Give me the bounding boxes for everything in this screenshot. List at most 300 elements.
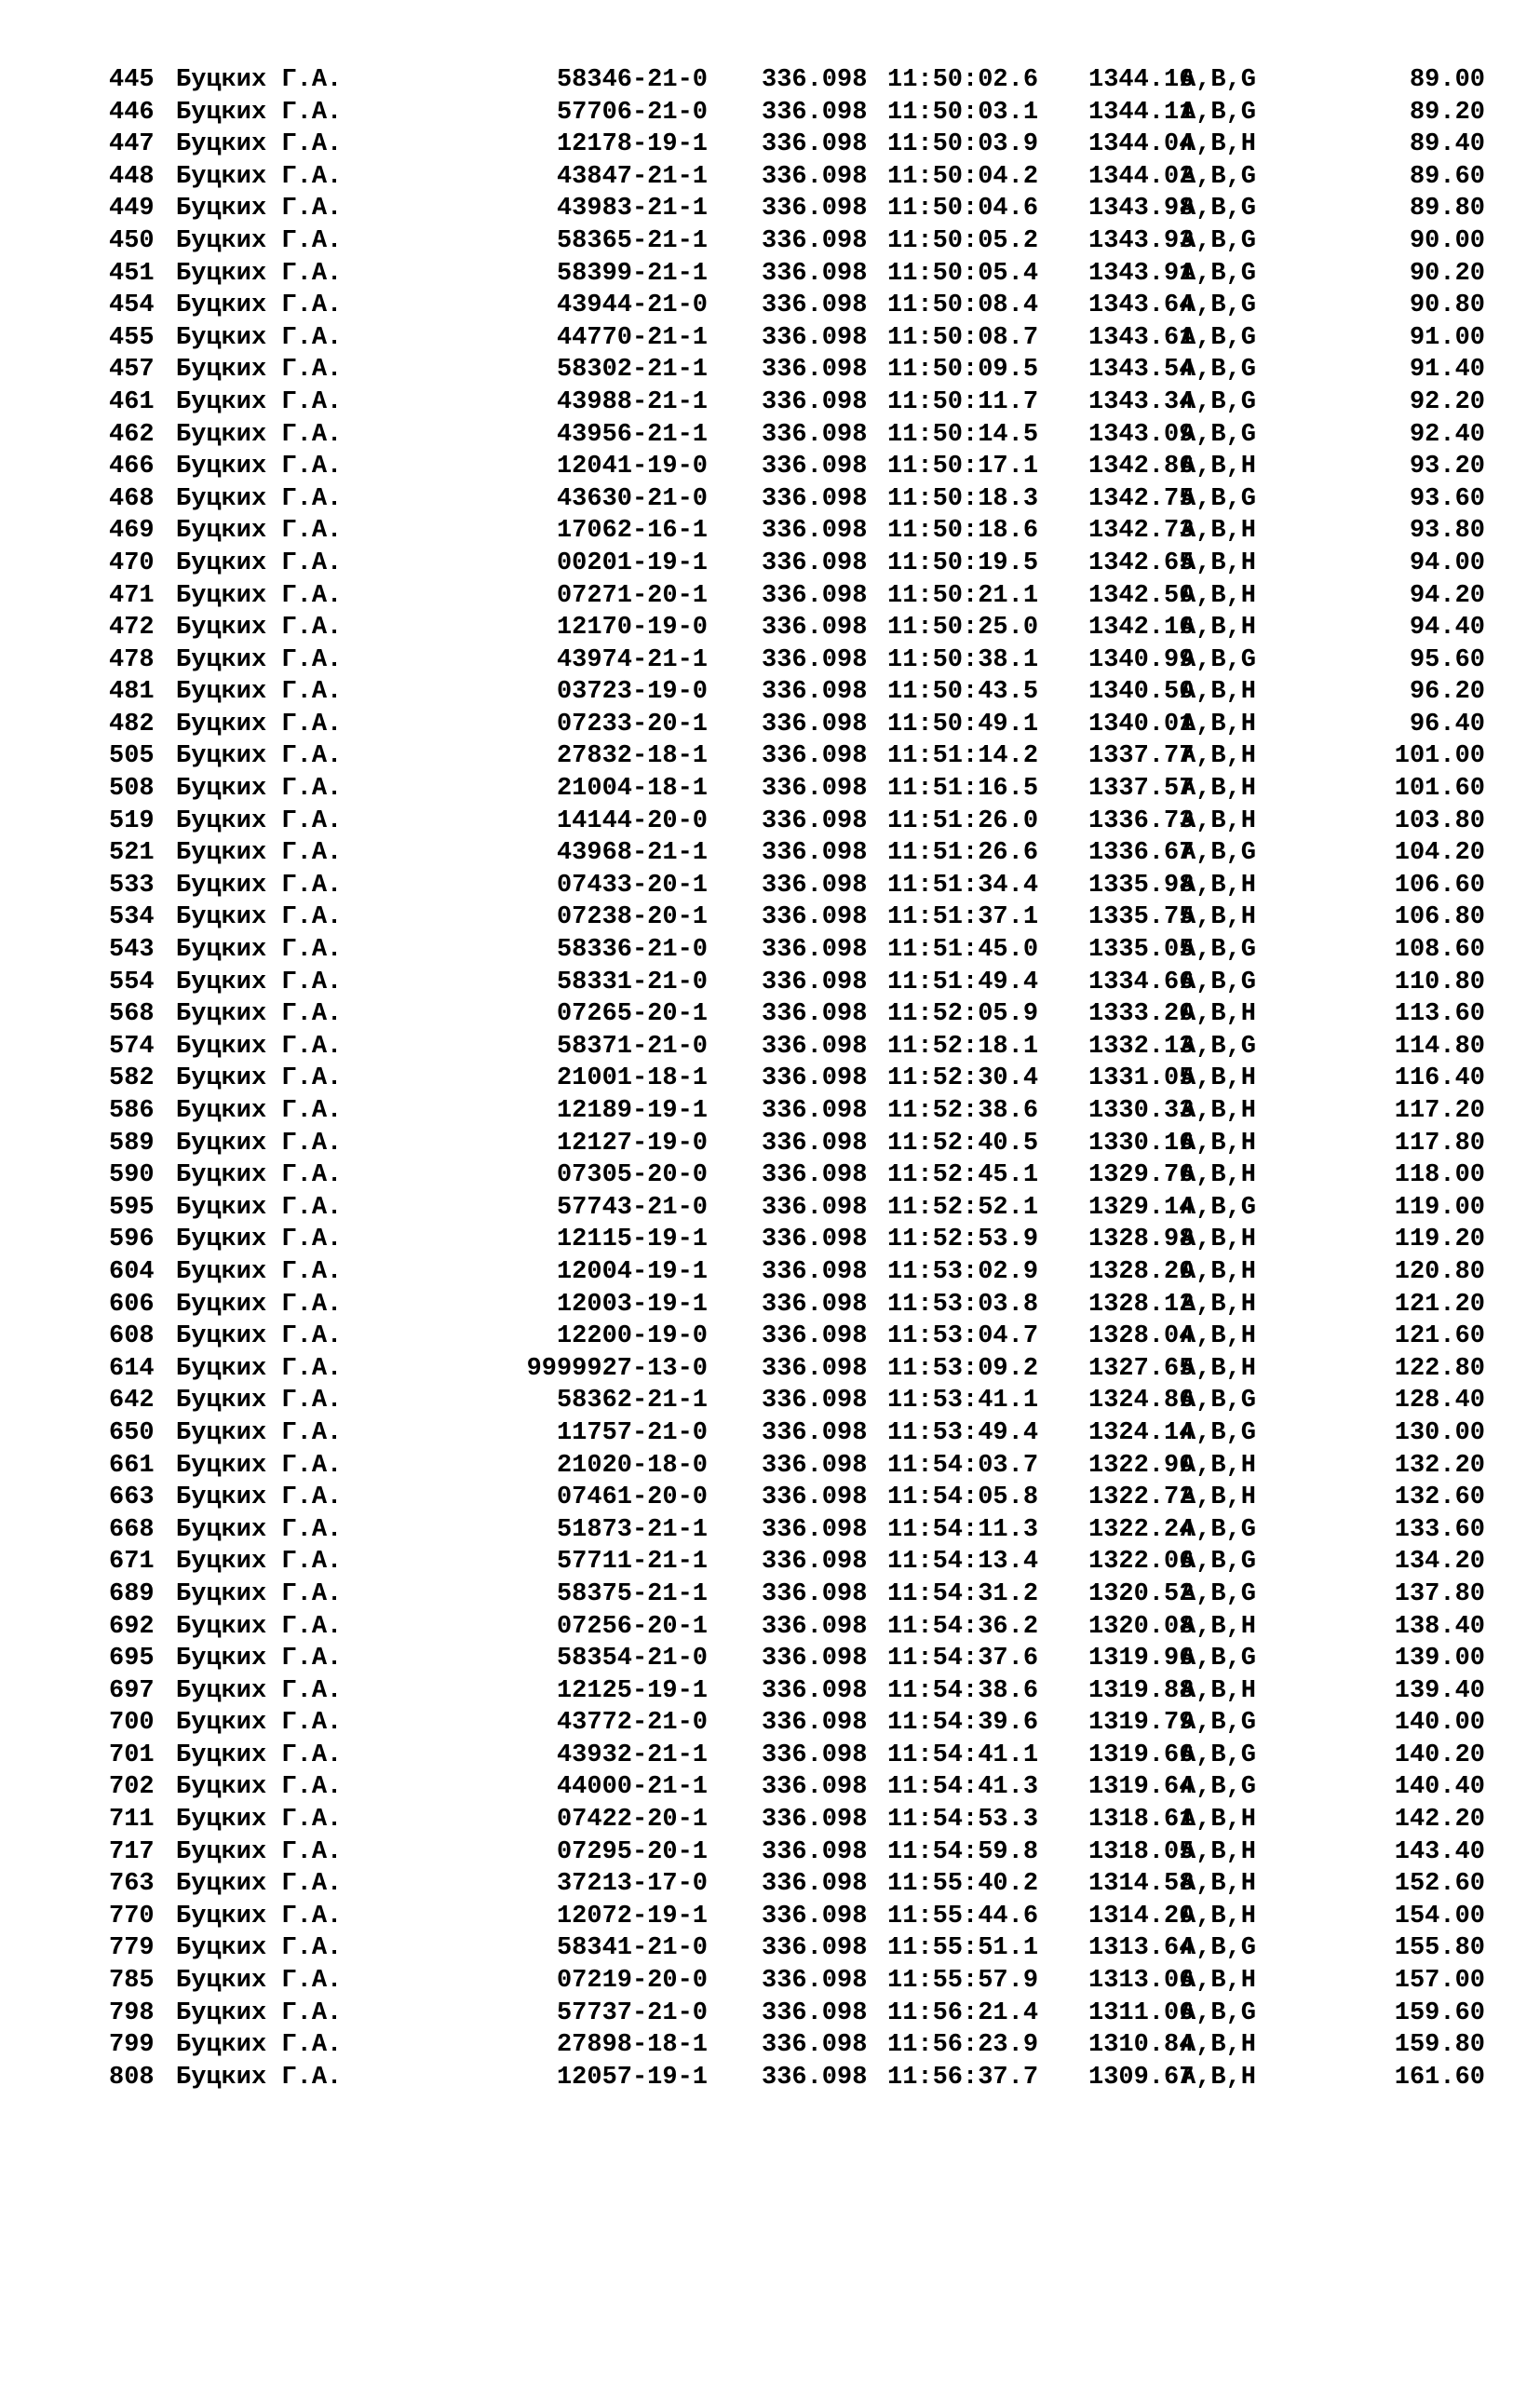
speed: 1343.93	[1088, 226, 1195, 255]
distance: 336.098	[762, 1226, 868, 1254]
class-codes: A,B,G	[1181, 291, 1257, 320]
result-row	[0, 1514, 1540, 1547]
arrival-time: 11:51:37.1	[887, 903, 1039, 932]
ring-number: 27832-18-1	[556, 742, 708, 771]
distance: 336.098	[762, 1806, 868, 1835]
speed: 1327.65	[1088, 1354, 1195, 1383]
ring-number: 44770-21-1	[556, 323, 708, 352]
points: 140.40	[1394, 1773, 1485, 1802]
result-row	[0, 1450, 1540, 1483]
distance: 336.098	[762, 645, 868, 674]
place-number: 586	[109, 1097, 155, 1125]
fancier-name: Буцких Г.А.	[176, 1934, 343, 1963]
ring-number: 58346-21-0	[556, 66, 708, 94]
speed: 1322.06	[1088, 1548, 1195, 1577]
fancier-name: Буцких Г.А.	[176, 2031, 343, 2060]
arrival-time: 11:50:11.7	[887, 387, 1039, 416]
result-row	[0, 548, 1540, 580]
ring-number: 43968-21-1	[556, 839, 708, 868]
ring-number: 9999927-13-0	[526, 1354, 708, 1383]
distance: 336.098	[762, 323, 868, 352]
points: 118.00	[1394, 1161, 1485, 1190]
result-row	[0, 1128, 1540, 1160]
arrival-time: 11:53:49.4	[887, 1418, 1039, 1447]
points: 92.40	[1409, 420, 1485, 449]
points: 121.60	[1394, 1322, 1485, 1351]
place-number: 471	[109, 581, 155, 610]
fancier-name: Буцких Г.А.	[176, 710, 343, 738]
fancier-name: Буцких Г.А.	[176, 1741, 343, 1769]
result-row	[0, 806, 1540, 838]
distance: 336.098	[762, 195, 868, 224]
points: 120.80	[1394, 1257, 1485, 1286]
class-codes: A,B,G	[1181, 1418, 1257, 1447]
fancier-name: Буцких Г.А.	[176, 1226, 343, 1254]
class-codes: A,B,G	[1181, 162, 1257, 191]
class-codes: A,B,G	[1181, 259, 1257, 288]
speed: 1328.04	[1088, 1322, 1195, 1351]
distance: 336.098	[762, 1193, 868, 1222]
class-codes: A,B,H	[1181, 710, 1257, 738]
place-number: 582	[109, 1064, 155, 1093]
result-row	[0, 1321, 1540, 1353]
arrival-time: 11:50:18.6	[887, 517, 1039, 546]
ring-number: 21020-18-0	[556, 1451, 708, 1480]
class-codes: A,B,H	[1181, 1612, 1257, 1641]
speed: 1340.50	[1088, 678, 1195, 707]
ring-number: 43944-21-0	[556, 291, 708, 320]
result-row	[0, 419, 1540, 452]
result-row	[0, 1836, 1540, 1869]
fancier-name: Буцких Г.А.	[176, 968, 343, 996]
points: 130.00	[1394, 1418, 1485, 1447]
place-number: 554	[109, 968, 155, 996]
ring-number: 43630-21-0	[556, 484, 708, 513]
ring-number: 07271-20-1	[556, 581, 708, 610]
distance: 336.098	[762, 775, 868, 804]
arrival-time: 11:50:03.9	[887, 130, 1039, 159]
points: 159.80	[1394, 2031, 1485, 2060]
class-codes: A,B,G	[1181, 226, 1257, 255]
distance: 336.098	[762, 1998, 868, 2027]
fancier-name: Буцких Г.А.	[176, 162, 343, 191]
class-codes: A,B,H	[1181, 1257, 1257, 1286]
ring-number: 44000-21-1	[556, 1773, 708, 1802]
ring-number: 12057-19-1	[556, 2063, 708, 2092]
fancier-name: Буцких Г.А.	[176, 1257, 343, 1286]
distance: 336.098	[762, 98, 868, 127]
ring-number: 12170-19-0	[556, 614, 708, 643]
place-number: 472	[109, 614, 155, 643]
arrival-time: 11:50:04.6	[887, 195, 1039, 224]
points: 101.60	[1394, 775, 1485, 804]
ring-number: 12072-19-1	[556, 1902, 708, 1930]
points: 134.20	[1394, 1548, 1485, 1577]
distance: 336.098	[762, 1418, 868, 1447]
speed: 1322.24	[1088, 1515, 1195, 1544]
class-codes: A,B,H	[1181, 1806, 1257, 1835]
ring-number: 07295-20-1	[556, 1837, 708, 1866]
place-number: 482	[109, 710, 155, 738]
place-number: 798	[109, 1998, 155, 2027]
place-number: 568	[109, 1000, 155, 1029]
result-row	[0, 1965, 1540, 1998]
class-codes: A,B,G	[1181, 1709, 1257, 1738]
speed: 1336.73	[1088, 806, 1195, 835]
ring-number: 12041-19-0	[556, 453, 708, 481]
place-number: 701	[109, 1741, 155, 1769]
speed: 1329.14	[1088, 1193, 1195, 1222]
arrival-time: 11:50:14.5	[887, 420, 1039, 449]
speed: 1342.65	[1088, 549, 1195, 577]
points: 108.60	[1394, 936, 1485, 965]
result-row	[0, 1289, 1540, 1321]
points: 139.00	[1394, 1645, 1485, 1673]
place-number: 505	[109, 742, 155, 771]
points: 93.80	[1409, 517, 1485, 546]
ring-number: 12125-19-1	[556, 1676, 708, 1705]
result-row	[0, 193, 1540, 225]
fancier-name: Буцких Г.А.	[176, 1870, 343, 1899]
arrival-time: 11:50:18.3	[887, 484, 1039, 513]
points: 113.60	[1394, 1000, 1485, 1029]
arrival-time: 11:51:26.0	[887, 806, 1039, 835]
place-number: 785	[109, 1967, 155, 1996]
points: 94.40	[1409, 614, 1485, 643]
result-row	[0, 1417, 1540, 1450]
points: 94.00	[1409, 549, 1485, 577]
distance: 336.098	[762, 1934, 868, 1963]
fancier-name: Буцких Г.А.	[176, 775, 343, 804]
arrival-time: 11:56:23.9	[887, 2031, 1039, 2060]
arrival-time: 11:54:59.8	[887, 1837, 1039, 1866]
ring-number: 03723-19-0	[556, 678, 708, 707]
arrival-time: 11:53:02.9	[887, 1257, 1039, 1286]
ring-number: 57706-21-0	[556, 98, 708, 127]
speed: 1328.20	[1088, 1257, 1195, 1286]
arrival-time: 11:50:43.5	[887, 678, 1039, 707]
result-row	[0, 644, 1540, 677]
result-row	[0, 1482, 1540, 1514]
class-codes: A,B,H	[1181, 1129, 1257, 1158]
distance: 336.098	[762, 1902, 868, 1930]
distance: 336.098	[762, 1837, 868, 1866]
fancier-name: Буцких Г.А.	[176, 1097, 343, 1125]
ring-number: 21001-18-1	[556, 1064, 708, 1093]
class-codes: A,B,G	[1181, 66, 1257, 94]
ring-number: 58362-21-1	[556, 1387, 708, 1416]
distance: 336.098	[762, 806, 868, 835]
points: 89.20	[1409, 98, 1485, 127]
speed: 1342.50	[1088, 581, 1195, 610]
result-row	[0, 97, 1540, 129]
ring-number: 58399-21-1	[556, 259, 708, 288]
distance: 336.098	[762, 1515, 868, 1544]
speed: 1332.13	[1088, 1032, 1195, 1061]
fancier-name: Буцких Г.А.	[176, 259, 343, 288]
points: 92.20	[1409, 387, 1485, 416]
speed: 1330.16	[1088, 1129, 1195, 1158]
distance: 336.098	[762, 936, 868, 965]
speed: 1343.54	[1088, 356, 1195, 385]
fancier-name: Буцких Г.А.	[176, 323, 343, 352]
points: 89.80	[1409, 195, 1485, 224]
points: 143.40	[1394, 1837, 1485, 1866]
distance: 336.098	[762, 130, 868, 159]
points: 116.40	[1394, 1064, 1485, 1093]
place-number: 447	[109, 130, 155, 159]
class-codes: A,B,G	[1181, 387, 1257, 416]
place-number: 468	[109, 484, 155, 513]
place-number: 534	[109, 903, 155, 932]
points: 95.60	[1409, 645, 1485, 674]
distance: 336.098	[762, 1483, 868, 1512]
arrival-time: 11:54:38.6	[887, 1676, 1039, 1705]
result-row	[0, 1546, 1540, 1578]
fancier-name: Буцких Г.А.	[176, 1612, 343, 1641]
distance: 336.098	[762, 742, 868, 771]
place-number: 461	[109, 387, 155, 416]
speed: 1344.16	[1088, 66, 1195, 94]
distance: 336.098	[762, 1257, 868, 1286]
speed: 1344.04	[1088, 130, 1195, 159]
class-codes: A,B,G	[1181, 1579, 1257, 1608]
distance: 336.098	[762, 1548, 868, 1577]
class-codes: A,B,G	[1181, 1934, 1257, 1963]
class-codes: A,B,G	[1181, 195, 1257, 224]
place-number: 533	[109, 871, 155, 900]
speed: 1319.66	[1088, 1741, 1195, 1769]
points: 132.20	[1394, 1451, 1485, 1480]
class-codes: A,B,G	[1181, 1773, 1257, 1802]
arrival-time: 11:50:05.4	[887, 259, 1039, 288]
ring-number: 43956-21-1	[556, 420, 708, 449]
speed: 1343.61	[1088, 323, 1195, 352]
fancier-name: Буцких Г.А.	[176, 903, 343, 932]
place-number: 692	[109, 1612, 155, 1641]
points: 104.20	[1394, 839, 1485, 868]
distance: 336.098	[762, 259, 868, 288]
speed: 1340.99	[1088, 645, 1195, 674]
class-codes: A,B,G	[1181, 1193, 1257, 1222]
place-number: 469	[109, 517, 155, 546]
speed: 1328.12	[1088, 1290, 1195, 1319]
fancier-name: Буцких Г.А.	[176, 678, 343, 707]
points: 140.00	[1394, 1709, 1485, 1738]
distance: 336.098	[762, 66, 868, 94]
result-row	[0, 1675, 1540, 1708]
result-row	[0, 1901, 1540, 1933]
class-codes: A,B,H	[1181, 453, 1257, 481]
points: 119.20	[1394, 1226, 1485, 1254]
class-codes: A,B,H	[1181, 806, 1257, 835]
distance: 336.098	[762, 1161, 868, 1190]
fancier-name: Буцких Г.А.	[176, 1064, 343, 1093]
speed: 1319.88	[1088, 1676, 1195, 1705]
distance: 336.098	[762, 484, 868, 513]
class-codes: A,B,G	[1181, 839, 1257, 868]
points: 140.20	[1394, 1741, 1485, 1769]
class-codes: A,B,H	[1181, 678, 1257, 707]
fancier-name: Буцких Г.А.	[176, 1515, 343, 1544]
points: 101.00	[1394, 742, 1485, 771]
place-number: 446	[109, 98, 155, 127]
arrival-time: 11:54:37.6	[887, 1645, 1039, 1673]
result-row	[0, 1868, 1540, 1901]
points: 117.80	[1394, 1129, 1485, 1158]
result-row	[0, 1804, 1540, 1836]
class-codes: A,B,G	[1181, 968, 1257, 996]
distance: 336.098	[762, 871, 868, 900]
fancier-name: Буцких Г.А.	[176, 98, 343, 127]
place-number: 779	[109, 1934, 155, 1963]
fancier-name: Буцких Г.А.	[176, 1709, 343, 1738]
class-codes: A,B,H	[1181, 775, 1257, 804]
place-number: 763	[109, 1870, 155, 1899]
place-number: 808	[109, 2063, 155, 2092]
ring-number: 14144-20-0	[556, 806, 708, 835]
class-codes: A,B,H	[1181, 1290, 1257, 1319]
speed: 1320.52	[1088, 1579, 1195, 1608]
arrival-time: 11:51:16.5	[887, 775, 1039, 804]
arrival-time: 11:51:45.0	[887, 936, 1039, 965]
points: 93.60	[1409, 484, 1485, 513]
result-row	[0, 967, 1540, 999]
place-number: 702	[109, 1773, 155, 1802]
ring-number: 12115-19-1	[556, 1226, 708, 1254]
ring-number: 12200-19-0	[556, 1322, 708, 1351]
points: 139.40	[1394, 1676, 1485, 1705]
place-number: 770	[109, 1902, 155, 1930]
speed: 1344.02	[1088, 162, 1195, 191]
ring-number: 43932-21-1	[556, 1741, 708, 1769]
place-number: 448	[109, 162, 155, 191]
speed: 1319.79	[1088, 1709, 1195, 1738]
place-number: 466	[109, 453, 155, 481]
arrival-time: 11:50:09.5	[887, 356, 1039, 385]
points: 142.20	[1394, 1806, 1485, 1835]
speed: 1343.98	[1088, 195, 1195, 224]
speed: 1335.75	[1088, 903, 1195, 932]
place-number: 700	[109, 1709, 155, 1738]
result-row	[0, 386, 1540, 419]
fancier-name: Буцких Г.А.	[176, 614, 343, 643]
distance: 336.098	[762, 549, 868, 577]
distance: 336.098	[762, 2063, 868, 2092]
speed: 1328.98	[1088, 1226, 1195, 1254]
class-codes: A,B,H	[1181, 517, 1257, 546]
class-codes: A,B,H	[1181, 2063, 1257, 2092]
distance: 336.098	[762, 1129, 868, 1158]
ring-number: 21004-18-1	[556, 775, 708, 804]
speed: 1340.01	[1088, 710, 1195, 738]
class-codes: A,B,H	[1181, 1226, 1257, 1254]
speed: 1310.84	[1088, 2031, 1195, 2060]
distance: 336.098	[762, 1322, 868, 1351]
speed: 1343.91	[1088, 259, 1195, 288]
ring-number: 12178-19-1	[556, 130, 708, 159]
ring-number: 07233-20-1	[556, 710, 708, 738]
place-number: 606	[109, 1290, 155, 1319]
ring-number: 58341-21-0	[556, 1934, 708, 1963]
distance: 336.098	[762, 614, 868, 643]
class-codes: A,B,G	[1181, 356, 1257, 385]
class-codes: A,B,H	[1181, 1870, 1257, 1899]
result-row	[0, 676, 1540, 709]
fancier-name: Буцких Г.А.	[176, 1548, 343, 1577]
class-codes: A,B,H	[1181, 614, 1257, 643]
place-number: 661	[109, 1451, 155, 1480]
class-codes: A,B,G	[1181, 484, 1257, 513]
points: 93.20	[1409, 453, 1485, 481]
place-number: 642	[109, 1387, 155, 1416]
distance: 336.098	[762, 226, 868, 255]
fancier-name: Буцких Г.А.	[176, 1322, 343, 1351]
speed: 1319.64	[1088, 1773, 1195, 1802]
fancier-name: Буцких Г.А.	[176, 66, 343, 94]
ring-number: 07265-20-1	[556, 1000, 708, 1029]
class-codes: A,B,G	[1181, 1548, 1257, 1577]
points: 138.40	[1394, 1612, 1485, 1641]
place-number: 445	[109, 66, 155, 94]
points: 91.40	[1409, 356, 1485, 385]
place-number: 668	[109, 1515, 155, 1544]
arrival-time: 11:52:53.9	[887, 1226, 1039, 1254]
class-codes: A,B,G	[1181, 1741, 1257, 1769]
fancier-name: Буцких Г.А.	[176, 517, 343, 546]
ring-number: 12127-19-0	[556, 1129, 708, 1158]
speed: 1309.67	[1088, 2063, 1195, 2092]
class-codes: A,B,H	[1181, 581, 1257, 610]
result-row	[0, 258, 1540, 291]
distance: 336.098	[762, 1967, 868, 1996]
distance: 336.098	[762, 162, 868, 191]
fancier-name: Буцких Г.А.	[176, 1032, 343, 1061]
result-row	[0, 773, 1540, 806]
result-row	[0, 1095, 1540, 1128]
arrival-time: 11:51:34.4	[887, 871, 1039, 900]
points: 137.80	[1394, 1579, 1485, 1608]
points: 106.60	[1394, 871, 1485, 900]
result-row	[0, 483, 1540, 516]
place-number: 697	[109, 1676, 155, 1705]
arrival-time: 11:50:08.4	[887, 291, 1039, 320]
class-codes: A,B,G	[1181, 1645, 1257, 1673]
class-codes: A,B,H	[1181, 1902, 1257, 1930]
class-codes: A,B,H	[1181, 1064, 1257, 1093]
class-codes: A,B,G	[1181, 936, 1257, 965]
class-codes: A,B,H	[1181, 1322, 1257, 1351]
place-number: 574	[109, 1032, 155, 1061]
distance: 336.098	[762, 1870, 868, 1899]
result-row	[0, 870, 1540, 902]
arrival-time: 11:51:49.4	[887, 968, 1039, 996]
result-row	[0, 998, 1540, 1031]
ring-number: 27898-18-1	[556, 2031, 708, 2060]
points: 132.60	[1394, 1483, 1485, 1512]
distance: 336.098	[762, 2031, 868, 2060]
points: 122.80	[1394, 1354, 1485, 1383]
ring-number: 57711-21-1	[556, 1548, 708, 1577]
points: 121.20	[1394, 1290, 1485, 1319]
result-row	[0, 129, 1540, 161]
result-row	[0, 1353, 1540, 1386]
arrival-time: 11:55:57.9	[887, 1967, 1039, 1996]
ring-number: 37213-17-0	[556, 1870, 708, 1899]
arrival-time: 11:51:14.2	[887, 742, 1039, 771]
points: 117.20	[1394, 1097, 1485, 1125]
distance: 336.098	[762, 356, 868, 385]
